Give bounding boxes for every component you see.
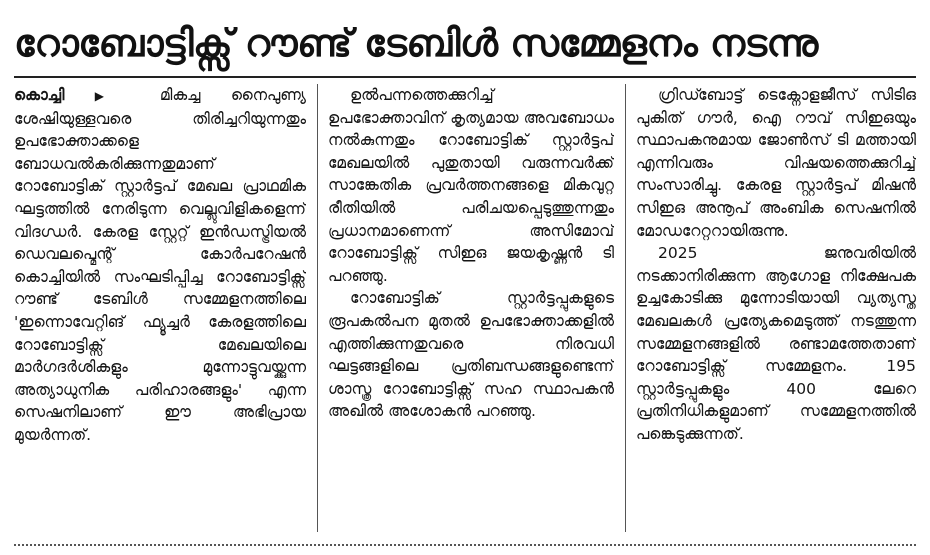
article-headline: റോബോട്ടിക്സ് റൗണ്ട് ടേബിൾ സമ്മേളനം നടന്നു <box>14 21 818 65</box>
dateline-arrow-icon: ▶ <box>94 89 130 103</box>
article-column-1 <box>14 84 306 536</box>
column-divider <box>317 84 318 532</box>
bottom-dotted-rule <box>14 544 916 546</box>
headline-rule <box>14 76 916 78</box>
article-paragraph <box>14 84 306 447</box>
article-text: മികച്ച നൈപുണ്യ ശേഷിയുള്ളവരെ തിരിച്ചറിയുന്നതും ഉപഭോക്താക്കളെ ബോധവൽകരിക്കുന്നതുമാണ് റോബോട്ടിക് സ്റ്റാർട്ടപ് മേഖല പ്രാഥമിക ഘട്ടത്തിൽ നേരിടുന്ന വെല്ലുവിളികളെന്ന് വിദഗ്ധർ. കേരള സ്റ്റേറ്റ് ഇൻഡസ്ട്രിയൽ ഡെവലപ്മെന്റ് കോർപറേഷൻ കൊച്ചിയിൽ സംഘടിപ്പിച്ച റോബോട്ടിക്സ് റൗണ്ട് ടേബിൾ സമ്മേളനത്തിലെ 'ഇന്നൊവേറ്റിങ് ഫ്യൂച്ചർ കേരളത്തിലെ റോബോട്ടിക്സ് മേഖലയിലെ മാർഗദർശികളും മുന്നോട്ടുവയ്ക്കുന്ന അത്യാധുനിക പരിഹാരങ്ങളും' എന്ന സെഷനിലാണ് ഈ അഭിപ്രായ മുയർന്നത്. <box>14 86 306 444</box>
article-paragraph: ഗ്രിഡ്ബോട്ട് ടെക്നോളജീസ് സിടിഒ പുകിത് ഗൗർ, ഐ റൗവ് സിഇഒയും സ്ഥാപകനുമായ ജോൺസ് ടി മത്തായി എന്നിവരും വിഷയത്തെക്കുറിച്ച് സംസാരിച്ചു. കേരള സ്റ്റാർട്ടപ് മിഷൻ സിഇഒ അനൂപ് അംബിക സെഷനിൽ മോഡറേറ്ററായിരുന്നു. <box>636 86 916 240</box>
dateline: കൊച്ചി <box>14 86 65 104</box>
article-paragraph: റോബോട്ടിക് സ്റ്റാർട്ടപ്പുകളുടെ രൂപകൽപന മുതൽ ഉപഭോക്താക്കളിൽ എത്തിക്കുന്നതുവരെ നിരവധി ഘട്ടങ്ങളിലെ പ്രതിബന്ധങ്ങളുണ്ടെന്ന് ശാസ്ത്ര റോബോട്ടിക്സ് സഹ സ്ഥാപകൻ അഖിൽ അശോകൻ പറഞ്ഞു. <box>328 289 614 421</box>
article-paragraph: 2025 ജനുവരിയിൽ നടക്കാനിരിക്കുന്ന ആഗോള നിക്ഷേപക ഉച്ചകോടിക്കു മുന്നോടിയായി വ്യത്യസ്ത മേഖലകൾ പ്രത്യേകമെടുത്ത് നടത്തുന്ന സമ്മേളനങ്ങളിൽ രണ്ടാമത്തേതാണ് റോബോട്ടിക്സ് സമ്മേളനം. 195 സ്റ്റാർട്ടപ്പുകളും 400 ലേറെ പ്രതിനിധികളുമാണ് സമ്മേളനത്തിൽ പങ്കെടുക്കുന്നത്. <box>636 244 916 443</box>
article-column-3 <box>636 84 916 536</box>
article-column-2 <box>328 84 614 536</box>
article-paragraph: ഉൽപന്നത്തെക്കുറിച്ച് ഉപഭോക്താവിന് കൃത്യമായ അവബോധം നൽകുന്നതും റോബോട്ടിക് സ്റ്റാർട്ടപ് മേഖലയിൽ പുതുതായി വരുന്നവർക്ക് സാങ്കേതിക പ്രവർത്തനങ്ങളെ മികവുറ്റ രീതിയിൽ പരിചയപ്പെടുത്തുന്നതും പ്രധാനമാണെന്ന് അസിമോവ് റോബോട്ടിക്സ് സിഇഒ ജയകൃഷ്ണൻ ടി പറഞ്ഞു. <box>328 86 614 285</box>
column-divider <box>625 84 626 532</box>
